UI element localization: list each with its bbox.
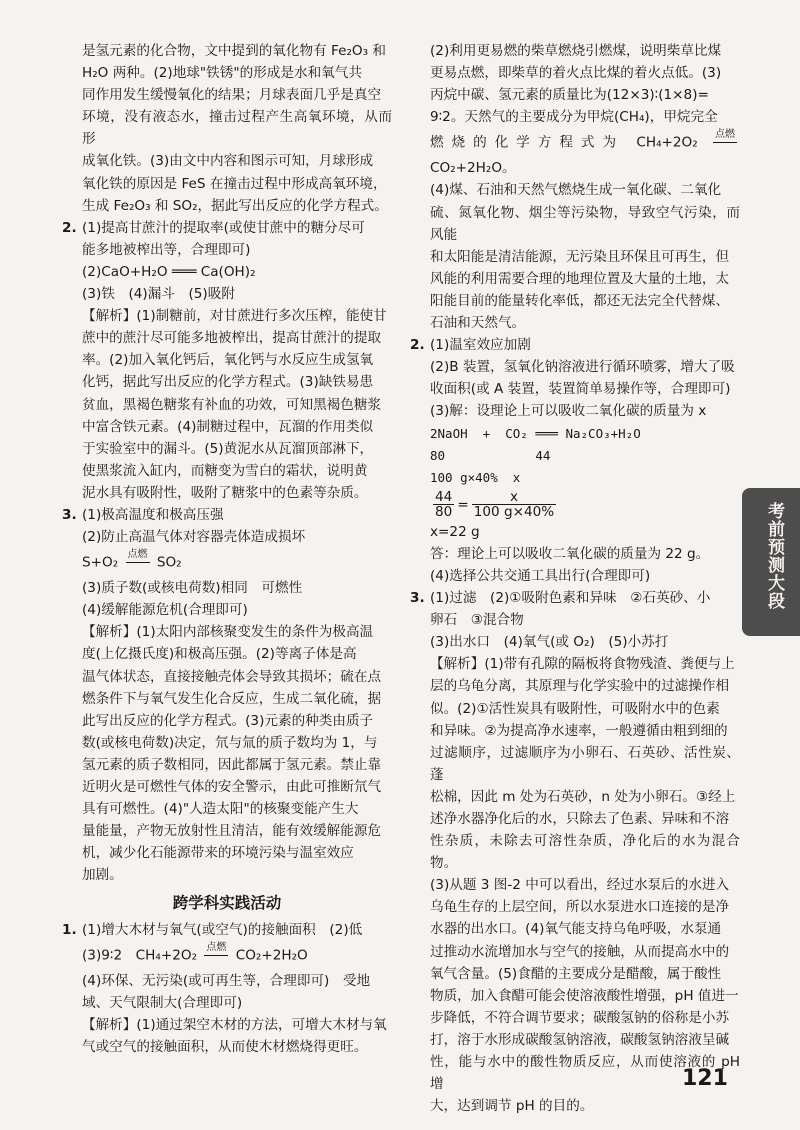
answer-line: x=22 g — [430, 523, 480, 540]
equation — [62, 548, 392, 577]
explanation-line: 水器的出水口。(4)氧气能支持乌龟呼吸，水泵通 — [430, 921, 722, 938]
explanation-line: 【解析】(1)制糖前，对甘蔗进行多次压榨，能使甘 — [82, 308, 387, 325]
numerator: x — [472, 490, 557, 505]
text-line: 生成 Fe₂O₃ 和 SO₂，据此写出反应的化学方程式。 — [82, 197, 388, 214]
explanation-line: 泥水具有吸附性，吸附了糖浆中的色素等杂质。 — [82, 484, 368, 501]
section-title: 跨学科实践活动 — [172, 894, 282, 913]
reaction-condition — [713, 128, 737, 157]
section-side-tab — [742, 488, 800, 636]
condition-label: 点燃 — [204, 941, 228, 956]
equation-products: CO₂+2H₂O。 — [430, 160, 516, 177]
numerator: 44 — [435, 489, 453, 506]
equation-ratio: 80 44 — [430, 447, 551, 463]
explanation-line: 性杂质，未除去可溶性杂质，净化后的水为混合物。 — [430, 833, 740, 872]
answer-line: (2)B 装置，氢氧化钠溶液进行循环喷雾，增大了吸 — [430, 359, 735, 376]
explanation-line: 【解析】(1)带有孔隙的隔板将食物残渣、粪便与上 — [430, 656, 735, 673]
question-2-answer — [410, 334, 740, 356]
explanation-line: 贫血，黑褐色糖浆有补血的功效，可知黑褐色糖浆 — [82, 396, 382, 413]
question-3-answer — [410, 587, 740, 609]
explanation-line: 【解析】(1)太阳内部核聚变发生的条件为极高温 — [82, 624, 374, 641]
explanation-line: 温气体状态，直接接触壳体会导致其损坏；硫在点 — [82, 668, 382, 685]
explanation-line: 具有可燃性。(4)"人造太阳"的核聚变能产生大 — [82, 801, 359, 818]
text-line: 丙烷中碳、氢元素的质量比为(12×3)∶(1×8)= — [430, 87, 709, 104]
text-line: 石油和天然气。 — [430, 315, 526, 332]
question-3-answer — [62, 504, 392, 526]
text-line: 是氢元素的化合物，文中提到的氧化物有 Fe₂O₃ 和 — [82, 43, 386, 59]
explanation-line: 氧气含量。(5)食醋的主要成分是醋酸，属于酸性 — [430, 965, 722, 982]
equation-products: CO₂+2H₂O — [235, 947, 308, 964]
explanation-line: 物质，加入食醋可能会使溶液酸性增强，pH 值进一 — [430, 987, 739, 1004]
question-number: 2. — [410, 337, 425, 354]
explanation-line: 过推动水流增加水与空气的接触，从而提高水中的 — [430, 943, 730, 960]
explanation-line: 层的乌龟分离，其原理与化学实验中的过滤操作相 — [430, 678, 730, 695]
answer-line: (1)提高甘蔗汁的提取率(或使甘蔗中的糖分尽可 — [82, 219, 365, 236]
right-column — [410, 40, 740, 1117]
equation: (2)CaO+H₂O ═══ Ca(OH)₂ — [82, 263, 256, 280]
text-line: H₂O 两种。(2)地球"铁锈"的形成是水和氧气共 — [82, 65, 362, 82]
explanation-line: 量能量，产物无放射性且清洁，能有效缓解能源危 — [82, 823, 382, 840]
answer-line: 能多地被榨出等，合理即可) — [82, 241, 251, 258]
explanation-line: 蔗中的蔗汁尽可能多地被榨出，提高甘蔗汁的提取 — [82, 330, 382, 347]
practice-1-answer — [62, 919, 392, 941]
explanation-line: 乌龟生存的上层空间，所以水泵进水口连接的是净 — [430, 899, 730, 916]
side-tab-label: 考前预测大段 — [764, 502, 784, 610]
equation — [62, 941, 392, 970]
equation-ratio: 100 g×40% x — [430, 469, 521, 485]
question-2-answer — [62, 217, 392, 239]
fraction-right — [472, 490, 557, 519]
text-line: (4)煤、石油和天然气燃烧生成一氧化碳、二氧化 — [430, 182, 722, 199]
answer-line: (2)防止高温气体对容器壳体造成损坏 — [82, 529, 306, 546]
explanation-line: 燃条件下与氧气发生化合反应，生成二氧化硫，据 — [82, 690, 382, 707]
text-line: 成氧化铁。(3)由文中内容和图示可知，月球形成 — [82, 153, 374, 170]
question-number: 1. — [62, 921, 77, 938]
text-line: 风能的利用需要合理的地理位置及大量的土地，太 — [430, 270, 730, 287]
answer-line: (3)铁 (4)漏斗 (5)吸附 — [82, 286, 235, 303]
answer-line: (3)质子数(或核电荷数)相同 可燃性 — [82, 580, 303, 597]
equals-bar — [126, 563, 150, 577]
explanation-line: 【解析】(1)通过架空木材的方法，可增大木材与氧 — [82, 1016, 387, 1033]
explanation-line: 似。(2)①活性炭具有吸附性，可吸附水中的色素 — [430, 700, 720, 717]
explanation-line: 使黑浆流入缸内，而糖变为雪白的霜状，说明黄 — [82, 462, 368, 479]
explanation-line: 此写出反应的化学方程式。(3)元素的种类由质子 — [82, 712, 374, 729]
explanation-line: 步降低，不符合调节要求；碳酸氢钠的俗称是小苏 — [430, 1009, 730, 1026]
explanation-line: 松棉，因此 m 处为石英砂，n 处为小卵石。③经上 — [430, 788, 736, 805]
answer-line: (4)环保、无污染(或可再生等，合理即可) 受地 — [82, 972, 371, 989]
equals-bar — [204, 956, 228, 970]
answer-line: (4)缓解能源危机(合理即可) — [82, 602, 248, 619]
answer-line: (3)解：设理论上可以吸收二氧化碳的质量为 x — [430, 403, 707, 420]
explanation-line: 于实验室中的漏斗。(5)黄泥水从瓦溜顶部淋下， — [82, 440, 374, 457]
equation — [410, 128, 740, 179]
text-line: 和太阳能是清洁能源，无污染且环保且可再生，但 — [430, 248, 730, 265]
explanation-line: 和异味。②为提高净水速率，一般遵循由粗到细的 — [430, 722, 728, 739]
equals-bar — [713, 143, 737, 157]
answer-line: (1)温室效应加剧 — [430, 337, 531, 354]
fraction-left — [433, 490, 454, 519]
answer-line: (3)出水口 (4)氧气(或 O₂) (5)小苏打 — [430, 634, 669, 651]
equation-products: SO₂ — [156, 554, 182, 571]
question-number: 2. — [62, 219, 77, 236]
answer-line: (1)极高温度和极高压强 — [82, 506, 224, 523]
explanation-line: 化钙，据此写出反应的化学方程式。(3)缺铁易患 — [82, 374, 374, 391]
explanation-line: 过滤顺序，过滤顺序为小卵石、石英砂、活性炭、蓬 — [430, 744, 740, 783]
answer-line: (1)增大木材与氧气(或空气)的接触面积 (2)低 — [82, 921, 363, 938]
answer-line: 答：理论上可以吸收二氧化碳的质量为 22 g。 — [430, 545, 710, 562]
explanation-line: 数(或核电荷数)决定，氘与氚的质子数均为 1，与 — [82, 734, 378, 751]
text-line: 同作用发生缓慢氧化的结果；月球表面几乎是真空 — [82, 87, 382, 104]
answer-line: 域、天气限制大(合理即可) — [82, 994, 243, 1011]
reaction-condition — [204, 941, 228, 970]
explanation-line: 大，达到调节 pH 的目的。 — [430, 1098, 594, 1115]
equation-prefix: 燃烧的化学方程式为 CH₄+2O₂ — [430, 134, 698, 151]
text-line: 更易点燃，即柴草的着火点比煤的着火点低。(3) — [430, 65, 722, 82]
answer-line: (1)过滤 (2)①吸附色素和异味 ②石英砂、小 — [430, 590, 711, 607]
explanation-line: 述净水器净化后的水，只除去了色素、异味和不溶 — [430, 811, 730, 827]
explanation-line: 机，减少化石能源带来的环境污染与温室效应 — [82, 845, 354, 862]
answer-line: (4)选择公共交通工具出行(合理即可) — [430, 567, 651, 584]
denominator: 100 g×40% — [473, 504, 555, 521]
explanation-line: 中富含铁元素。(4)制糖过程中，瓦溜的作用类似 — [82, 418, 374, 435]
question-number: 3. — [62, 506, 77, 523]
proportion: $\frac{44}{80}$ = $\frac{x}{100 g\times 40\%}$ — [435, 489, 555, 521]
equation-reactants: (3)9∶2 CH₄+2O₂ — [82, 947, 198, 964]
explanation-line: 度(上亿摄氏度)和极高压强。(2)等离子体是高 — [82, 646, 357, 663]
explanation-line: 性，能与水中的酸性物质反应，从而使溶液的 pH 增 — [430, 1054, 740, 1093]
denominator: 80 — [435, 504, 453, 521]
explanation-line: (3)从题 3 图-2 中可以看出，经过水泵后的水进入 — [430, 877, 730, 894]
answer-line: 卵石 ③混合物 — [430, 612, 524, 629]
explanation-line: 率。(2)加入氧化钙后，氧化钙与水反应生成氢氧 — [82, 352, 374, 369]
text-line: 氧化铁的原因是 FeS 在撞击过程中形成高氧环境， — [82, 175, 387, 192]
condition-label: 点燃 — [713, 128, 737, 143]
explanation-line: 打，溶于水形成碳酸氢钠溶液，碳酸氢钠溶液呈碱 — [430, 1031, 730, 1048]
text-line: 环境，没有液态水，撞击过程产生高氧环境，从而形 — [82, 109, 392, 148]
answer-line: 收面积(或 A 装置，装置简单易操作等，合理即可) — [430, 381, 731, 398]
text-line: 阳能目前的能量转化率低，都还无法完全代替煤、 — [430, 292, 730, 309]
explanation-line: 气或空气的接触面积，从而使木材燃烧得更旺。 — [82, 1038, 368, 1055]
question-number: 3. — [410, 590, 425, 607]
left-column — [62, 40, 392, 1058]
text-line: (2)利用更易燃的柴草燃烧引燃煤，说明柴草比煤 — [430, 43, 722, 59]
text-line: 9∶2。天然气的主要成分为甲烷(CH₄)，甲烷完全 — [430, 109, 718, 126]
equation: 2NaOH + CO₂ ═══ Na₂CO₃+H₂O — [430, 425, 641, 441]
condition-label: 点燃 — [126, 548, 150, 563]
reaction-condition — [126, 548, 150, 577]
text-line: 硫、氮氧化物、烟尘等污染物，导致空气污染，而风能 — [430, 204, 740, 243]
page-number: 121 — [682, 1066, 728, 1091]
explanation-line: 近明火是可燃性气体的安全警示，由此可推断氘气 — [82, 779, 382, 795]
equation-reactants: S+O₂ — [82, 554, 119, 571]
explanation-line: 加剧。 — [82, 867, 123, 884]
explanation-line: 氢元素的质子数相同，因此都属于氢元素。禁止靠 — [82, 756, 382, 773]
